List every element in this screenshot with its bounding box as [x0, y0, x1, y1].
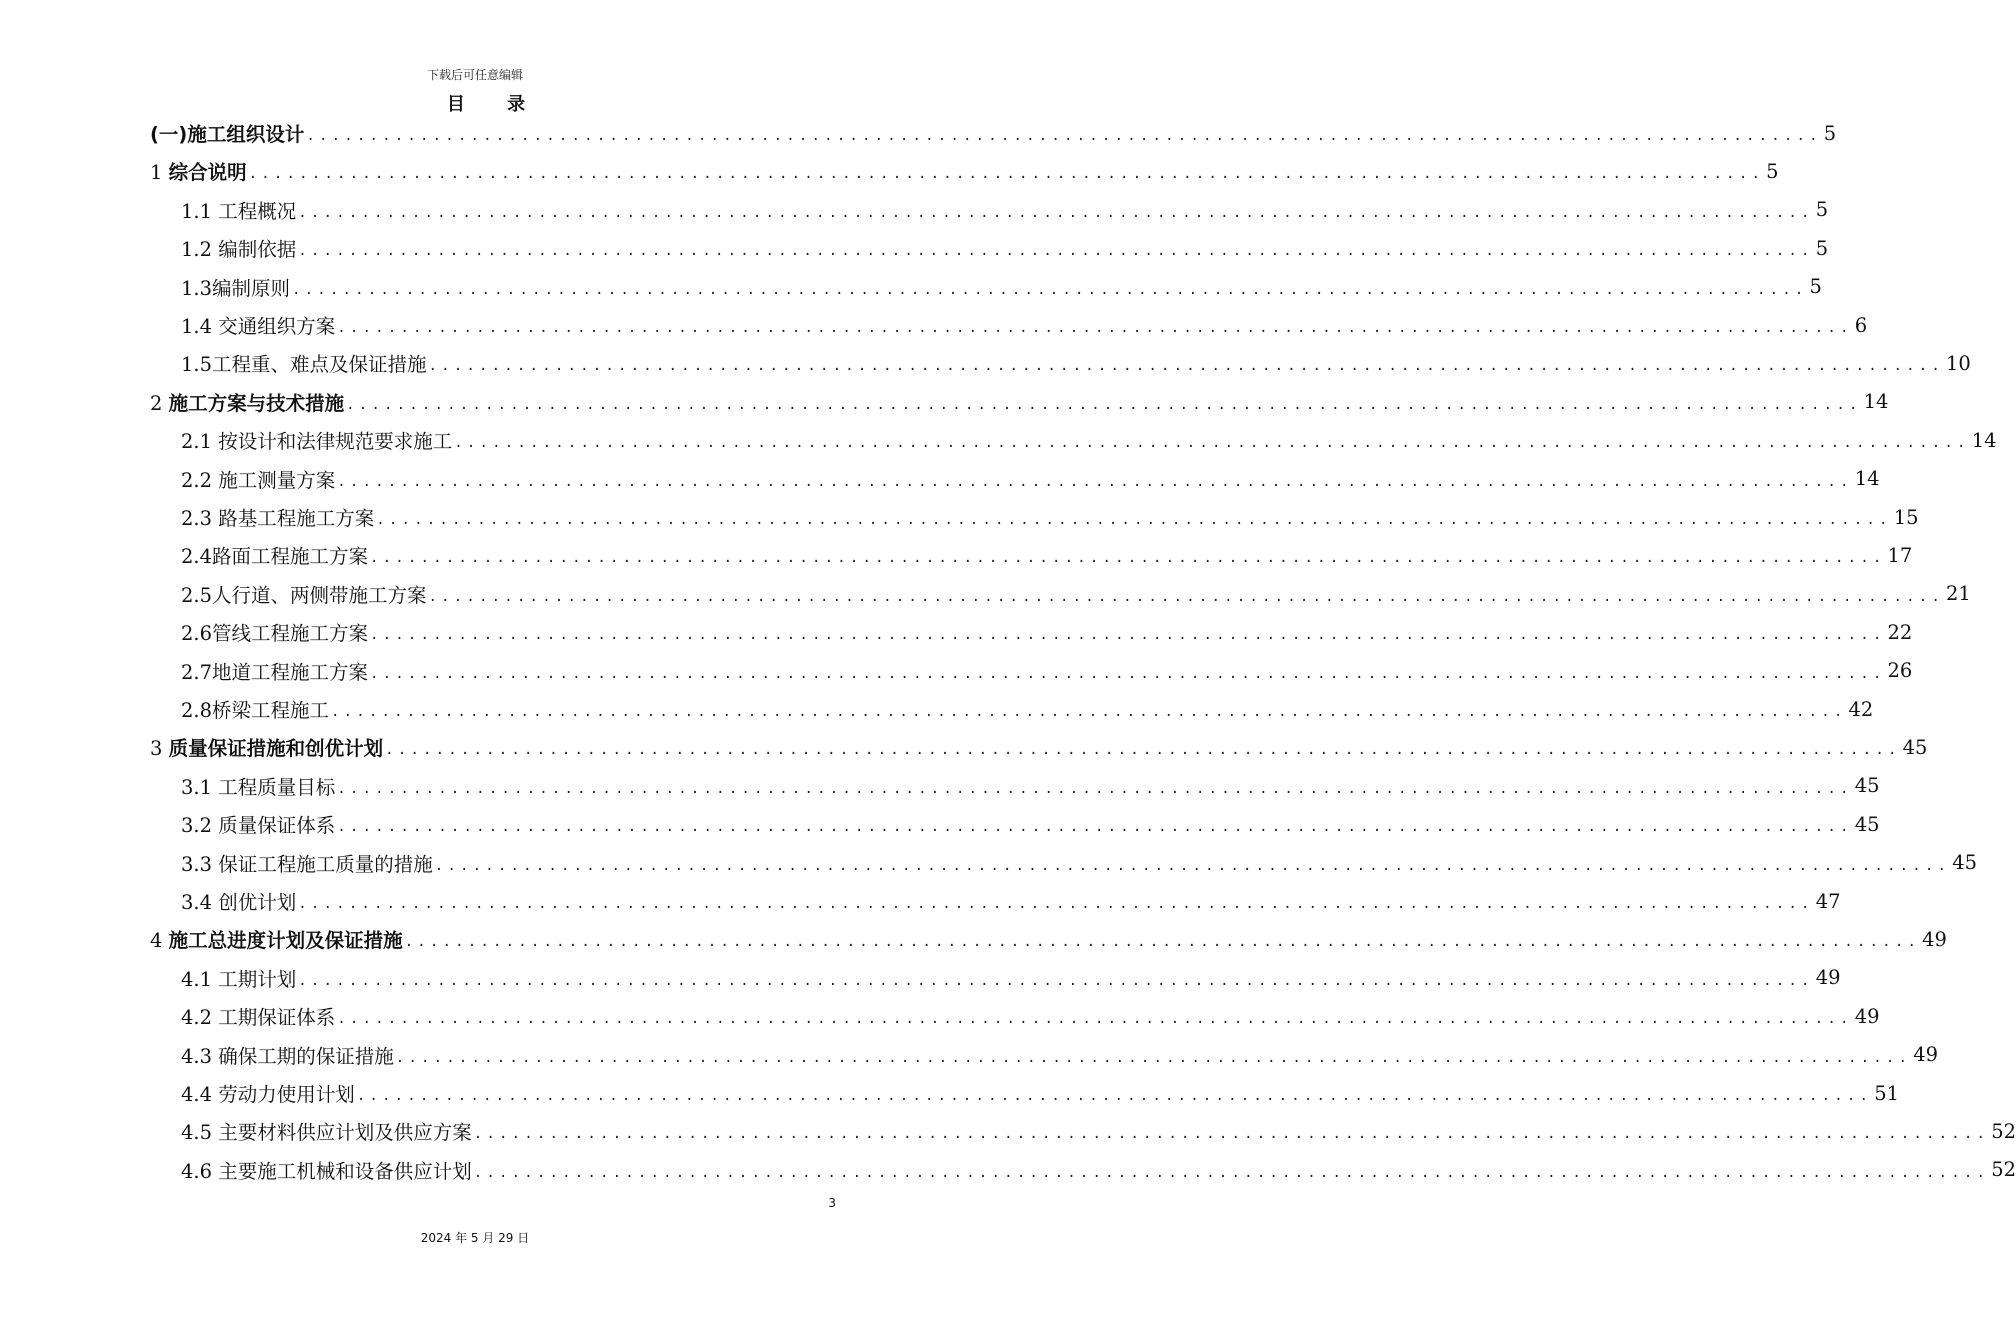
toc-entry[interactable] — [150, 728, 1928, 766]
toc-entry-number: 2.6 — [181, 622, 213, 646]
toc-entry-page: 49 — [1854, 1004, 1880, 1028]
toc-entry[interactable] — [181, 229, 1829, 267]
toc-title: 目 录 — [446, 94, 544, 115]
toc-entry-text: 按设计和法律规范要求施工 — [218, 430, 453, 454]
toc-entry[interactable] — [181, 1036, 1939, 1074]
toc-entry-label — [150, 925, 403, 953]
toc-entry-text: 施工方案与技术措施 — [168, 391, 345, 415]
toc-entry-text: 编制依据 — [218, 238, 297, 262]
toc-entry-number: 3 — [150, 737, 169, 761]
toc-entry[interactable] — [181, 421, 1997, 459]
toc-entry-number: 1.3 — [181, 276, 213, 300]
toc-entry-text: 交通组织方案 — [218, 315, 336, 338]
header-note: 下载后可任意编辑 — [426, 68, 523, 82]
toc-entry-page: 47 — [1815, 889, 1841, 913]
dot-leader: ........................................................................................................................ — [298, 896, 1814, 912]
toc-entry-label — [181, 1041, 394, 1069]
toc-entry-text: 主要施工机械和设备供应计划 — [218, 1159, 472, 1183]
toc-entry[interactable] — [181, 498, 1919, 536]
toc-entry-label — [181, 311, 335, 339]
toc-entry-page: 14 — [1863, 390, 1889, 414]
toc-entry-page: 10 — [1945, 351, 1971, 375]
toc-entry-label — [181, 349, 427, 377]
toc-entry[interactable] — [181, 344, 1971, 382]
toc-entry-label — [181, 1079, 355, 1107]
toc-entry-label — [181, 887, 296, 915]
toc-entry-text: 人行道、两侧带施工方案 — [212, 583, 427, 607]
toc-entry-page: 6 — [1854, 313, 1868, 337]
toc-entry-number: 1.4 — [181, 315, 219, 338]
toc-entry[interactable] — [181, 882, 1841, 920]
toc-entry-number: 4.5 — [181, 1121, 219, 1145]
toc-entry-number: 4.4 — [181, 1083, 219, 1106]
toc-entry-text: (一)施工组织设计 — [150, 123, 305, 146]
toc-entry-page: 5 — [1809, 275, 1822, 299]
toc-entry[interactable] — [181, 805, 1880, 843]
toc-entry-label — [150, 157, 247, 185]
toc-entry-label — [181, 273, 290, 301]
dot-leader: ........................................................................................................................ — [404, 934, 1921, 951]
toc-entry[interactable] — [150, 920, 1947, 958]
toc-entry-label — [181, 657, 368, 685]
toc-entry-page: 5 — [1815, 198, 1829, 222]
toc-entry-number: 2.7 — [181, 660, 213, 684]
toc-entry-page: 45 — [1952, 851, 1978, 875]
toc-entry[interactable] — [150, 383, 1889, 421]
toc-entry-page: 5 — [1815, 236, 1829, 260]
toc-entry-number: 1.1 — [181, 199, 219, 223]
toc-entry-page: 49 — [1815, 966, 1841, 990]
dot-leader: ........................................................................................................................ — [395, 1049, 1912, 1066]
toc-entry-text: 工程重、难点及保证措施 — [212, 353, 427, 377]
dot-leader: ........................................................................................................................ — [337, 1011, 1853, 1028]
toc-entry-number: 3.3 — [181, 852, 219, 876]
toc-entry-text: 管线工程施工方案 — [212, 622, 369, 646]
toc-entry-page: 15 — [1893, 505, 1919, 529]
toc-entry-label — [181, 618, 368, 646]
toc-entry-text: 工程概况 — [218, 199, 297, 223]
toc-entry[interactable] — [181, 767, 1880, 805]
toc-entry-text: 施工测量方案 — [218, 468, 336, 492]
toc-entry-label — [181, 849, 433, 877]
toc-entry-label — [181, 196, 296, 224]
toc-entry-label — [181, 1117, 472, 1145]
toc-entry-page: 49 — [1922, 927, 1947, 951]
dot-leader: ........................................................................................................................ — [385, 742, 1901, 759]
dot-leader: ........................................................................................................................ — [298, 243, 1814, 260]
toc-entry-page: 21 — [1945, 582, 1971, 606]
toc-entry-label — [181, 1156, 472, 1184]
toc-entry-number: 1.5 — [181, 353, 213, 377]
toc-entry-label — [181, 964, 296, 992]
toc-entry-number: 2.8 — [181, 699, 213, 722]
dot-leader: ........................................................................................................................ — [428, 358, 1944, 375]
dot-leader: ........................................................................................................................ — [306, 128, 1822, 144]
toc-entry-text: 路面工程施工方案 — [212, 545, 369, 569]
toc-entry-text: 工程质量目标 — [218, 775, 336, 799]
toc-entry-text: 工期保证体系 — [218, 1006, 336, 1030]
toc-entry-number: 2.3 — [181, 507, 219, 530]
toc-entry[interactable] — [181, 460, 1880, 498]
toc-entry-number: 1 — [150, 161, 169, 185]
toc-entry[interactable] — [181, 575, 1971, 613]
toc-entry-text: 确保工期的保证措施 — [218, 1044, 394, 1068]
toc-entry-text: 编制原则 — [212, 276, 291, 300]
toc-entry-page: 42 — [1848, 697, 1874, 721]
toc-entry-page: 5 — [1823, 121, 1837, 145]
toc-entry[interactable] — [150, 152, 1779, 190]
toc-entry-label — [181, 810, 335, 838]
toc-entry-text: 质量保证措施和创优计划 — [168, 737, 384, 761]
toc-entry-label — [181, 541, 368, 569]
toc-entry-page: 51 — [1874, 1081, 1900, 1105]
toc-entry-number: 3.1 — [181, 775, 219, 799]
toc-entry[interactable] — [181, 959, 1841, 997]
toc-entry-label — [181, 426, 452, 454]
toc-entry[interactable] — [181, 1112, 2016, 1150]
toc-entry-text: 劳动力使用计划 — [218, 1083, 355, 1106]
toc-entry-number: 4.2 — [181, 1006, 219, 1030]
toc-entry-label — [150, 388, 344, 416]
dot-leader: ........................................................................................................................ — [248, 166, 1765, 183]
dot-leader: ........................................................................................................................ — [473, 1126, 1990, 1143]
toc-entry-label — [181, 1002, 335, 1030]
dot-leader: ........................................................................................................................ — [454, 435, 1970, 452]
toc-entry-label — [150, 733, 383, 761]
toc-entry-number: 4 — [150, 929, 169, 953]
toc-entry-page: 26 — [1887, 659, 1913, 683]
dot-leader: ........................................................................................................................ — [428, 588, 1944, 605]
toc-entry[interactable] — [181, 536, 1913, 574]
toc-entry-page: 49 — [1913, 1043, 1939, 1067]
toc-entry-page: 22 — [1887, 620, 1913, 644]
toc-entry[interactable] — [181, 191, 1829, 229]
dot-leader: ........................................................................................................................ — [298, 204, 1814, 221]
toc-entry[interactable] — [181, 690, 1874, 728]
toc-entry-label — [181, 234, 296, 262]
dot-leader: ........................................................................................................................ — [298, 972, 1814, 989]
toc-entry-text: 路基工程施工方案 — [218, 507, 375, 530]
dot-leader: ........................................................................................................................ — [337, 780, 1853, 797]
toc-entry-page: 45 — [1902, 735, 1928, 759]
toc-entry[interactable] — [181, 1151, 2016, 1189]
toc-entry-number: 2 — [150, 391, 169, 415]
toc-entry-label — [181, 465, 335, 493]
toc-entry[interactable] — [181, 652, 1913, 690]
toc-entry-text: 工期计划 — [218, 967, 297, 991]
toc-entry[interactable] — [150, 114, 1837, 152]
dot-leader: ........................................................................................................................ — [337, 473, 1853, 490]
dot-leader: ........................................................................................................................ — [331, 704, 1847, 720]
toc-entry-number: 3.4 — [181, 891, 219, 914]
dot-leader: ........................................................................................................................ — [337, 320, 1853, 336]
toc-entry-number: 3.2 — [181, 814, 219, 838]
dot-leader: ........................................................................................................................ — [434, 857, 1951, 874]
toc-entry[interactable] — [181, 1074, 1900, 1112]
toc-entry-number: 4.3 — [181, 1044, 219, 1068]
toc-entry-page: 5 — [1766, 159, 1779, 183]
toc-entry-text: 创优计划 — [218, 891, 297, 914]
dot-leader: ........................................................................................................................ — [376, 512, 1892, 528]
toc-entry-number: 4.6 — [181, 1159, 219, 1183]
toc-entry[interactable] — [181, 306, 1868, 344]
toc-entry[interactable] — [181, 844, 1978, 882]
toc-entry-number: 2.4 — [181, 545, 213, 569]
dot-leader: ........................................................................................................................ — [337, 819, 1853, 836]
dot-leader: ........................................................................................................................ — [370, 627, 1886, 644]
toc-entry-text: 保证工程施工质量的措施 — [218, 852, 433, 876]
dot-leader: ........................................................................................................................ — [473, 1164, 1990, 1181]
toc-entry-label — [181, 695, 329, 723]
toc-entry-page: 14 — [1971, 428, 1997, 452]
toc-entry-number: 2.5 — [181, 583, 213, 607]
toc-entry-text: 桥梁工程施工 — [212, 699, 330, 722]
toc-entry-text: 质量保证体系 — [218, 814, 336, 838]
toc-entry-label — [181, 772, 335, 800]
toc-entry-label — [181, 503, 374, 531]
toc-entry-text: 施工总进度计划及保证措施 — [168, 929, 403, 953]
dot-leader: ........................................................................................................................ — [370, 665, 1886, 682]
dot-leader: ........................................................................................................................ — [356, 1088, 1873, 1104]
toc-entry-number: 2.1 — [181, 430, 219, 454]
toc-entry-page: 52 — [1991, 1119, 2016, 1143]
dot-leader: ........................................................................................................................ — [370, 550, 1886, 567]
toc-entry-page: 45 — [1854, 774, 1880, 798]
dot-leader: ........................................................................................................................ — [346, 396, 1862, 413]
toc-entry-text: 主要材料供应计划及供应方案 — [218, 1121, 472, 1145]
toc-entry[interactable] — [181, 613, 1913, 651]
dot-leader: ........................................................................................................................ — [292, 281, 1808, 298]
toc-entry-page: 14 — [1854, 467, 1880, 491]
toc-entry-text: 综合说明 — [168, 161, 247, 185]
toc-entry-page: 17 — [1887, 543, 1913, 567]
footer-date: 2024 年 5 月 29 日 — [420, 1231, 530, 1245]
page-number: 3 — [828, 1196, 836, 1210]
toc-entry[interactable] — [181, 268, 1822, 306]
toc-entry[interactable] — [181, 997, 1880, 1035]
toc-entry-number: 4.1 — [181, 967, 219, 991]
toc-entry-page: 52 — [1991, 1158, 2016, 1182]
toc-entry-label — [150, 119, 304, 147]
toc-entry-label — [181, 580, 427, 608]
toc-entry-number: 2.2 — [181, 468, 219, 492]
toc-entry-text: 地道工程施工方案 — [212, 660, 369, 684]
toc-entry-page: 45 — [1854, 812, 1880, 836]
toc-entry-number: 1.2 — [181, 238, 219, 262]
